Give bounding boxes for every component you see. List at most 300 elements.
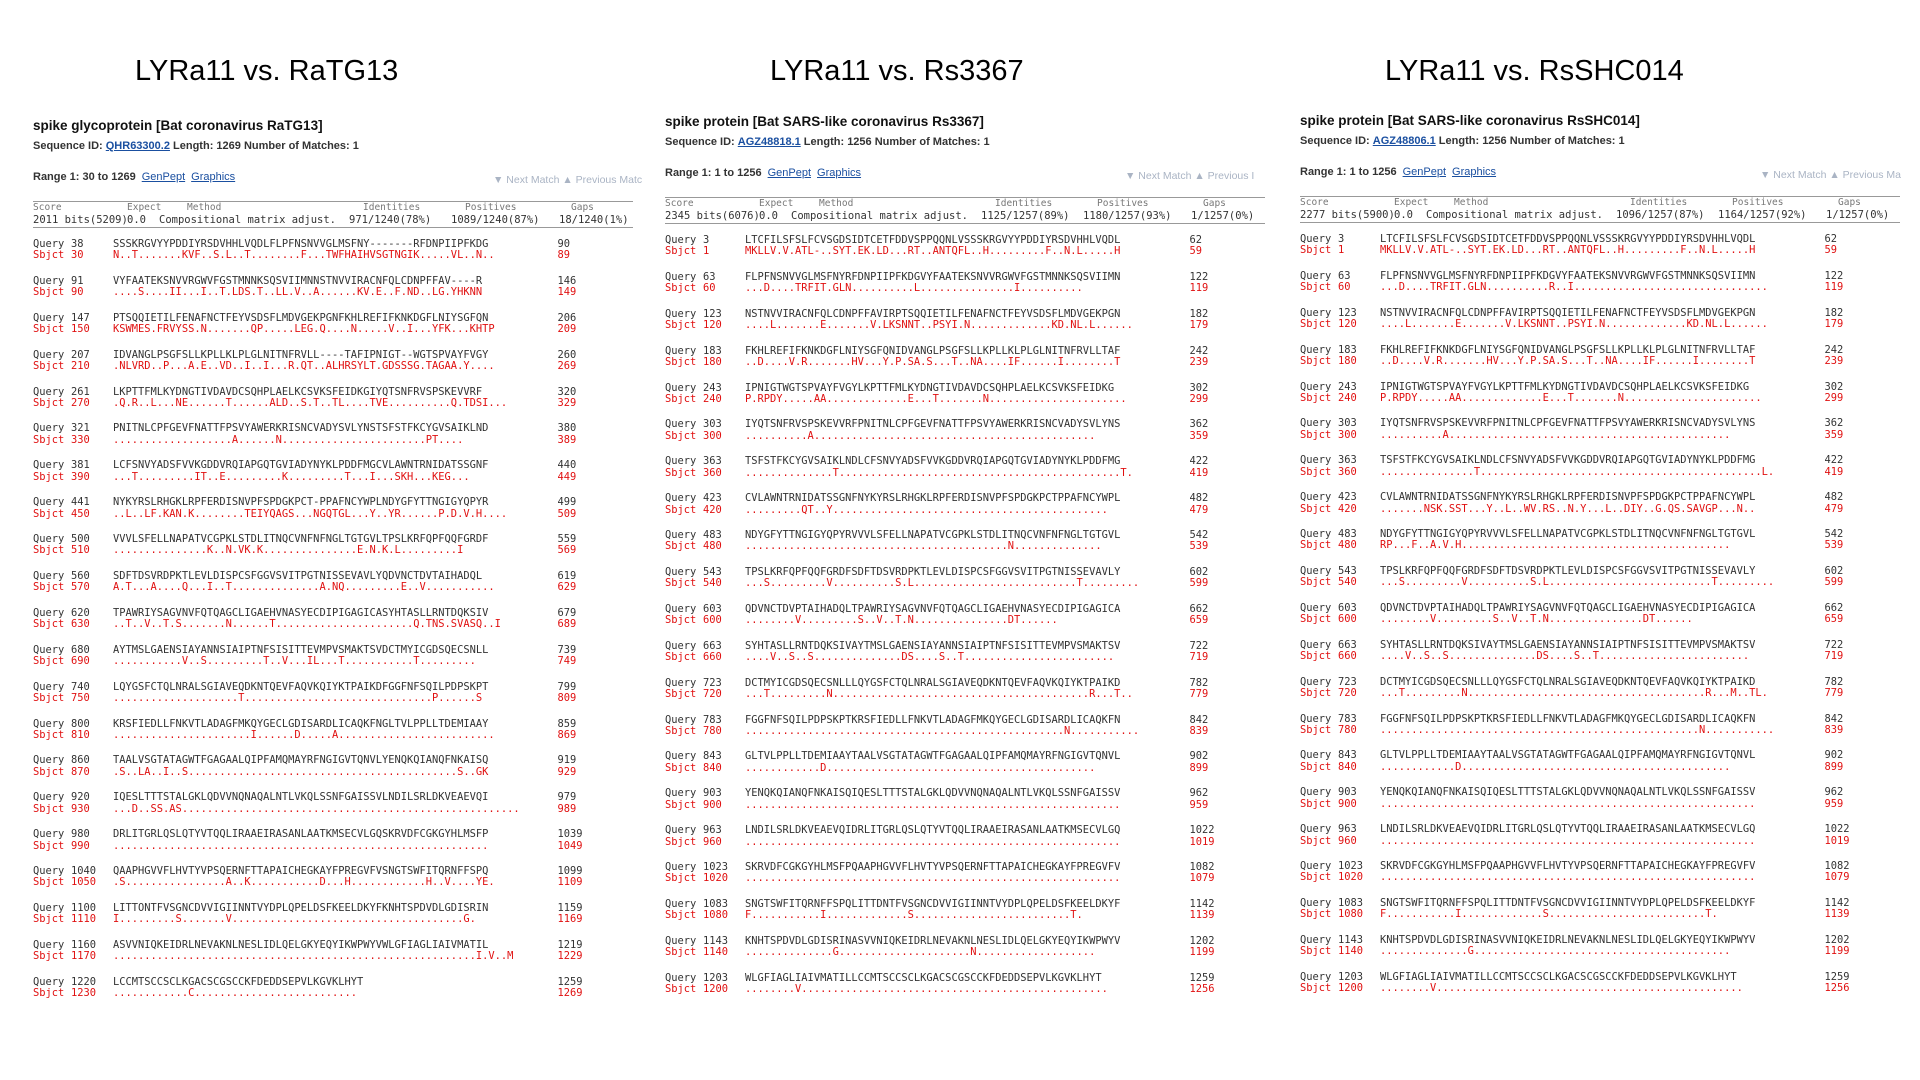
stats-header-gaps: Gaps: [1838, 197, 1861, 208]
alignment-block: [665, 272, 1215, 295]
subject-sequence: .Q.R..L...NE......T......ALD..S.T..TL....TVE..........Q.TDSI...: [113, 397, 508, 409]
subject-row: [33, 250, 583, 261]
subject-start: 360: [1338, 465, 1357, 478]
query-sequence: FLPFNSNVVGLMSFNYRFDNPIIPFKDGVYFAATEKSNVVRGWVFGSTMNNKSQSVIIMN: [745, 271, 1121, 283]
query-sequence: VYFAATEKSNVVRGWVFGSTMNNKSQSVIIMNNSTNVVIRACNFQLCDNPFFAV----R: [113, 275, 483, 287]
alignment-block: [1300, 861, 1850, 884]
subject-row: [1300, 356, 1850, 367]
query-label: Query: [665, 713, 697, 726]
subject-row: [665, 837, 1215, 848]
query-label: Query: [33, 717, 65, 730]
match-nav: [1760, 169, 1901, 181]
subject-row: [665, 910, 1215, 921]
subject-row: [33, 361, 583, 372]
query-start: 207: [71, 348, 90, 361]
subject-sequence: ..L..LF.KAN.K........TEIYQAGS...NGQTGL...Y..YR......P.D.V.H....: [113, 508, 508, 520]
query-start: 500: [71, 533, 90, 546]
query-row: [33, 534, 583, 545]
alignment-block: [33, 350, 583, 373]
subject-label: Sbjct: [33, 286, 65, 299]
subject-end: 179: [1189, 319, 1209, 332]
subject-row: [1300, 577, 1850, 588]
stats-method: Compositional matrix adjust.: [1426, 209, 1604, 221]
query-start: 483: [1338, 528, 1357, 541]
previous-match-link[interactable]: ▲ Previous Ma: [1829, 169, 1902, 181]
query-label: Query: [665, 602, 697, 615]
graphics-link[interactable]: Graphics: [1452, 166, 1497, 178]
alignment-block: [33, 792, 583, 815]
subject-sequence: ............................................................: [745, 836, 1121, 848]
query-start: 1100: [71, 902, 97, 915]
stats-identities: 1125/1257(89%): [981, 210, 1070, 222]
query-sequence: FGGFNFSQILPDPSKPTKRSFIEDLLFNKVTLADAGFMKQYGECLGDISARDLICAQKFN: [1380, 713, 1756, 725]
query-start: 1143: [1338, 933, 1364, 946]
subject-sequence: MKLLV.V.ATL-..SYT.EK.LD...RT..ANTQFL..H.........F..N.L.....H: [1380, 245, 1756, 257]
subject-sequence: ...............K..N.VK.K...............E.N.K.L.........I: [113, 545, 464, 557]
seqid-link[interactable]: AGZ48818.1: [737, 136, 801, 148]
subject-row: [665, 431, 1215, 442]
query-sequence: IYQTSNFRVSPSKEVVRFPNITNLCPFGEVFNATTFPSVYAWERKRISNCVADYSVLYNS: [1380, 418, 1756, 430]
subject-sequence: ..........A.............................................: [1380, 429, 1731, 441]
alignment-block: [1300, 898, 1850, 921]
subject-sequence: ....V..S..S..............DS....S..T........................: [1380, 651, 1750, 663]
subject-row: [1300, 946, 1850, 957]
query-end: 320: [557, 385, 577, 398]
query-label: Query: [1300, 380, 1332, 393]
query-end: 482: [1189, 492, 1209, 505]
subject-row: [33, 619, 583, 630]
query-label: Query: [665, 492, 697, 505]
subject-start: 780: [1338, 723, 1357, 736]
subject-label: Sbjct: [1300, 539, 1332, 552]
query-row: [33, 276, 583, 287]
subject-end: 719: [1189, 651, 1209, 664]
query-end: 1082: [1824, 860, 1850, 873]
query-label: Query: [33, 496, 65, 509]
subject-sequence: ....................T..............................P......S: [113, 692, 483, 704]
matches-label: Number of Matches:: [243, 140, 350, 152]
query-sequence: GLTVLPPLLTDEMIAAYTAALVSGTATAGWTFGAGAALQIPFAMQMAYRFNGIGVTQNVL: [1380, 750, 1756, 762]
subject-label: Sbjct: [1300, 428, 1332, 441]
stats-header-positives: Positives: [465, 202, 517, 213]
alignment-block: [665, 604, 1215, 627]
query-end: 1259: [557, 975, 583, 988]
query-start: 980: [71, 828, 90, 841]
query-sequence: VVVLSFELLNAPATVCGPKLSTDLITNQCVNFNFNGLTGTGVLTPSLKRFQPFQQFGRDF: [113, 534, 489, 546]
query-label: Query: [33, 865, 65, 878]
alignment-block: [33, 977, 583, 1000]
subject-end: 419: [1189, 466, 1209, 479]
subject-sequence: F...........I.............S.........................T.: [1380, 909, 1718, 921]
query-label: Query: [665, 529, 697, 542]
query-start: 123: [703, 307, 722, 320]
previous-match-link[interactable]: ▲ Previous Matc: [562, 174, 643, 186]
subject-start: 240: [1338, 391, 1357, 404]
subject-sequence: F...........I.............S.........................T.: [745, 910, 1083, 922]
query-sequence: SDFTDSVRDPKTLEVLDISPCSFGGVSVITPGTNISSEVAVLYQDVNCTDVTAIHADQL: [113, 571, 483, 583]
subject-end: 899: [1824, 760, 1844, 773]
query-sequence: CVLAWNTRNIDATSSGNFNYKYRSLRHGKLRPFERDISNVPFSPDGKPCTPPAFNCYWPL: [745, 493, 1121, 505]
graphics-link[interactable]: Graphics: [191, 171, 236, 183]
query-row: [1300, 787, 1850, 798]
subject-sequence: ...T.........N......................................R...M..TL.: [1380, 687, 1768, 699]
subject-start: 90: [71, 286, 84, 299]
subject-row: [665, 652, 1215, 663]
subject-row: [1300, 983, 1850, 994]
genpept-link[interactable]: GenPept: [141, 171, 186, 183]
alignment-block: [665, 862, 1215, 885]
subject-start: 660: [703, 651, 722, 664]
query-label: Query: [33, 643, 65, 656]
subject-row: [33, 398, 583, 409]
subject-sequence: ........V.........S..V..T.N...............DT......: [1380, 614, 1693, 626]
previous-match-link[interactable]: ▲ Previous I: [1194, 170, 1255, 182]
query-start: 381: [71, 459, 90, 472]
query-label: Query: [1300, 860, 1332, 873]
subject-sequence: ...S.........V..........S.L..........................T.........: [745, 578, 1140, 590]
next-match-link[interactable]: ▼ Next Match: [493, 174, 560, 186]
subject-sequence: ............D...........................................: [745, 762, 1096, 774]
alignment-block: [1300, 566, 1850, 589]
query-start: 1143: [703, 934, 729, 947]
subject-sequence: ...D....TRFIT.GLN..........L...............I..........: [745, 283, 1083, 295]
subject-sequence: ....L.......E.......V.LKSNNT..PSYI.N.............KD.NL.L......: [1380, 319, 1768, 331]
subject-sequence: ..............G.........................................: [1380, 946, 1731, 958]
query-sequence: NYKYRSLRHGKLRPFERDISNVPFSPDGKPCT-PPAFNCYWPLNDYGFYTTNGIGYQPYR: [113, 497, 489, 509]
query-row: [33, 350, 583, 361]
subject-end: 119: [1189, 282, 1209, 295]
genpept-link[interactable]: GenPept: [1402, 166, 1447, 178]
subject-label: Sbjct: [33, 728, 65, 741]
subject-row: [33, 988, 583, 999]
query-start: 543: [703, 566, 722, 579]
query-end: 1022: [1189, 824, 1215, 837]
subject-end: 839: [1824, 723, 1844, 736]
subject-sequence: ...................................................N...........: [1380, 724, 1775, 736]
query-row: [1300, 898, 1850, 909]
subject-end: 779: [1189, 687, 1209, 700]
subject-sequence: .........QT..Y............................................: [745, 504, 1108, 516]
query-end: 182: [1824, 306, 1844, 319]
query-end: 842: [1189, 713, 1209, 726]
subject-sequence: ....S....II...I..T.LDS.T..LL.V..A......KV.E..F.ND..LG.YHKNN: [113, 287, 483, 299]
query-row: [33, 645, 583, 656]
subject-label: Sbjct: [665, 355, 697, 368]
comparison-title: LYRa11 vs. RsSHC014: [1385, 55, 1684, 87]
stats-divider: [665, 223, 1265, 224]
query-sequence: LNDILSRLDKVEAEVQIDRLITGRLQSLQTYVTQQLIRAAEIRASANLAATKMSECVLGQ: [1380, 824, 1756, 836]
subject-row: [1300, 430, 1850, 441]
query-row: [1300, 529, 1850, 540]
alignment-blocks: [33, 239, 583, 1014]
subject-label: Sbjct: [1300, 244, 1332, 257]
query-label: Query: [665, 344, 697, 357]
subject-row: [665, 246, 1215, 257]
query-row: [665, 383, 1215, 394]
subject-sequence: KSWMES.FRVYSS.N.......QP.....LEG.Q....N.....V..I...YFK...KHTP: [113, 324, 495, 336]
comparison-title: LYRa11 vs. RaTG13: [135, 55, 399, 87]
subject-end: 839: [1189, 724, 1209, 737]
subject-start: 1: [703, 245, 710, 258]
subject-start: 780: [703, 724, 722, 737]
next-match-link[interactable]: ▼ Next Match: [1125, 170, 1192, 182]
subject-row: [1300, 467, 1850, 478]
query-label: Query: [33, 422, 65, 435]
subject-start: 120: [703, 319, 722, 332]
query-sequence: IPNIGTWGTSPVAYFVGYLKPTTFMLKYDNGTIVDAVDCSQHPLAELKCSVKSFEIDKG: [1380, 381, 1750, 393]
stats-method: Compositional matrix adjust.: [159, 214, 337, 226]
query-end: 782: [1824, 675, 1844, 688]
subject-label: Sbjct: [665, 614, 697, 627]
query-sequence: SNGTSWFITQRNFFSPQLITTDNTFVSGNCDVVIGIINNTVYDPLQPELDSFKEELDKYF: [1380, 898, 1756, 910]
query-row: [665, 419, 1215, 430]
subject-label: Sbjct: [1300, 723, 1332, 736]
query-row: [665, 899, 1215, 910]
subject-sequence: ....L.......E.......V.LKSNNT..PSYI.N.............KD.NL.L......: [745, 320, 1133, 332]
alignment-block: [665, 309, 1215, 332]
query-label: Query: [33, 902, 65, 915]
subject-label: Sbjct: [33, 618, 65, 631]
subject-label: Sbjct: [33, 839, 65, 852]
subject-row: [1300, 725, 1850, 736]
query-label: Query: [1300, 528, 1332, 541]
stats-header-row: [33, 202, 633, 214]
subject-sequence: ............................................................: [1380, 835, 1756, 847]
stats-expect: 0.0: [127, 214, 146, 226]
subject-row: [665, 689, 1215, 700]
subject-start: 960: [703, 835, 722, 848]
query-start: 1160: [71, 938, 97, 951]
subject-start: 1200: [703, 983, 729, 996]
subject-end: 1049: [557, 839, 583, 852]
graphics-link[interactable]: Graphics: [817, 167, 862, 179]
subject-row: [665, 763, 1215, 774]
subject-start: 180: [703, 355, 722, 368]
subject-row: [1300, 540, 1850, 551]
stats-header-row: [1300, 197, 1900, 209]
subject-label: Sbjct: [1300, 613, 1332, 626]
stats-gaps: 1/1257(0%): [1191, 210, 1255, 222]
alignment-block: [33, 940, 583, 963]
subject-sequence: ..........A.............................................: [745, 430, 1096, 442]
subject-start: 600: [703, 614, 722, 627]
subject-start: 60: [1338, 281, 1351, 294]
subject-end: 869: [557, 728, 577, 741]
query-sequence: ASVVNIQKEIDRLNEVAKNLNESLIDLQELGKYEQYIKWPWYVWLGFIAGLIAIVMATIL: [113, 939, 489, 951]
subject-sequence: ............................................................: [113, 840, 489, 852]
query-sequence: SYHTASLLRNTDQKSIVAYTMSLGAENSIAYANNSIAIPTNFSISITTEVMPVSMAKTSV: [1380, 639, 1756, 651]
query-row: [665, 346, 1215, 357]
subject-end: 899: [1189, 761, 1209, 774]
query-label: Query: [665, 234, 697, 246]
subject-sequence: ........V.........S..V..T.N...............DT......: [745, 615, 1058, 627]
query-label: Query: [33, 385, 65, 398]
subject-label: Sbjct: [665, 282, 697, 295]
genpept-link[interactable]: GenPept: [767, 167, 812, 179]
query-label: Query: [1300, 970, 1332, 983]
subject-row: [665, 468, 1215, 479]
subject-end: 989: [557, 802, 577, 815]
seqid-label: Sequence ID:: [1300, 135, 1370, 147]
query-start: 663: [703, 639, 722, 652]
subject-label: Sbjct: [665, 687, 697, 700]
subject-end: 1199: [1824, 945, 1850, 958]
subject-row: [33, 951, 583, 962]
query-end: 1099: [557, 865, 583, 878]
query-sequence: YENQKQIANQFNKAISQIQESLTTTSTALGKLQDVVNQNAQALNTLVKQLSSNFGAISSV: [1380, 787, 1756, 799]
subject-end: 449: [557, 470, 577, 483]
subject-start: 390: [71, 470, 90, 483]
subject-sequence: ...............T.............................................L.: [1380, 466, 1775, 478]
subject-start: 810: [71, 728, 90, 741]
stats-score: 2011 bits(5209): [33, 214, 128, 226]
subject-start: 1140: [1338, 945, 1364, 958]
subject-row: [33, 730, 583, 741]
subject-label: Sbjct: [665, 429, 697, 442]
subject-end: 1256: [1824, 982, 1850, 995]
query-sequence: FKHLREFIFKNKDGFLNIYSGFQNIDVANGLPSGFSLLKPLLKLPLGLNITNFRVLLTAF: [745, 345, 1121, 357]
query-row: [33, 903, 583, 914]
seqid-link[interactable]: QHR63300.2: [105, 140, 170, 152]
query-sequence: SNGTSWFITQRNFFSPQLITTDNTFVSGNCDVVIGIINNTVYDPLQPELDSFKEELDKYF: [745, 899, 1121, 911]
subject-end: 1256: [1189, 983, 1215, 996]
query-end: 722: [1824, 638, 1844, 651]
query-start: 423: [1338, 491, 1357, 504]
query-end: 602: [1189, 566, 1209, 579]
query-end: 422: [1824, 454, 1844, 467]
stats-positives: 1089/1240(87%): [451, 214, 540, 226]
subject-label: Sbjct: [665, 245, 697, 258]
subject-label: Sbjct: [1300, 465, 1332, 478]
alignment-block: [665, 678, 1215, 701]
query-start: 183: [703, 344, 722, 357]
subject-start: 510: [71, 544, 90, 557]
subject-label: Sbjct: [665, 835, 697, 848]
subject-sequence: ..D....V.R.......HV...Y.P.SA.S...T..NA....IF......I........T: [1380, 355, 1756, 367]
query-row: [33, 866, 583, 877]
alignment-block: [665, 235, 1215, 258]
query-end: 1039: [557, 828, 583, 841]
subject-start: 300: [1338, 428, 1357, 441]
subject-label: Sbjct: [1300, 318, 1332, 331]
query-row: [665, 715, 1215, 726]
query-end: 962: [1824, 786, 1844, 799]
query-row: [665, 678, 1215, 689]
subject-end: 59: [1189, 245, 1203, 258]
subject-row: [33, 545, 583, 556]
subject-row: [1300, 688, 1850, 699]
query-start: 620: [71, 606, 90, 619]
query-sequence: LCFSNVYADSFVVKGDDVRQIAPGQTGVIADYNYKLPDDFMGCVLAWNTRNIDATSSGNF: [113, 460, 489, 472]
query-row: [1300, 308, 1850, 319]
subject-row: [665, 800, 1215, 811]
query-start: 483: [703, 529, 722, 542]
subject-start: 1080: [703, 909, 729, 922]
query-start: 920: [71, 791, 90, 804]
query-label: Query: [665, 898, 697, 911]
query-end: 260: [557, 348, 577, 361]
subject-row: [33, 287, 583, 298]
subject-end: 1139: [1824, 908, 1850, 921]
query-end: 1219: [557, 938, 583, 951]
query-row: [33, 755, 583, 766]
subject-end: 659: [1824, 613, 1844, 626]
stats-header-expect: Expect: [1394, 197, 1429, 208]
subject-end: 149: [557, 286, 577, 299]
query-sequence: SKRVDFCGKGYHLMSFPQAAPHGVVFLHVTYVPSQERNFTTAPAICHEGKAYFPREGVFV: [745, 862, 1121, 874]
subject-start: 420: [1338, 502, 1357, 515]
query-end: 559: [557, 533, 577, 546]
query-sequence: LKPTTFMLKYDNGTIVDAVDCSQHPLAELKCSVKSFEIDKGIYQTSNFRVSPSKEVVRF: [113, 386, 483, 398]
subject-end: 1269: [557, 987, 583, 1000]
subject-row: [665, 947, 1215, 958]
query-label: Query: [665, 824, 697, 837]
alignment-block: [33, 387, 583, 410]
alignment-block: [665, 641, 1215, 664]
subject-label: Sbjct: [33, 913, 65, 926]
query-start: 903: [703, 787, 722, 800]
query-sequence: IYQTSNFRVSPSKEVVRFPNITNLCPFGEVFNATTFPSVYAWERKRISNCVADYSVLYNS: [745, 419, 1121, 431]
stats-header-positives: Positives: [1732, 197, 1784, 208]
query-label: Query: [33, 570, 65, 583]
alignment-block: [1300, 529, 1850, 552]
query-label: Query: [1300, 233, 1332, 245]
seqid-link[interactable]: AGZ48806.1: [1372, 135, 1436, 147]
query-label: Query: [1300, 491, 1332, 504]
query-label: Query: [1300, 565, 1332, 578]
query-sequence: SSSKRGVYYPDDIYRSDVHHLVQDLFLPFNSNVVGLMSFNY-------RFDNPIIPFKDG: [113, 239, 489, 250]
query-start: 843: [703, 750, 722, 763]
query-start: 183: [1338, 343, 1357, 356]
query-start: 363: [1338, 454, 1357, 467]
subject-start: 1080: [1338, 908, 1364, 921]
query-row: [665, 973, 1215, 984]
stats-header-gaps: Gaps: [1203, 198, 1226, 209]
hit-title: spike glycoprotein [Bat coronavirus RaTG13]: [33, 118, 323, 133]
subject-row: [665, 984, 1215, 995]
query-end: 1202: [1189, 934, 1215, 947]
query-end: 662: [1189, 602, 1209, 615]
subject-row: [1300, 872, 1850, 883]
subject-row: [1300, 282, 1850, 293]
query-sequence: FKHLREFIFKNKDGFLNIYSGFQNIDVANGLPSGFSLLKPLLKLPLGLNITNFRVLLTAF: [1380, 344, 1756, 356]
query-end: 1142: [1824, 897, 1850, 910]
query-row: [33, 387, 583, 398]
subject-start: 900: [1338, 797, 1357, 810]
query-row: [665, 272, 1215, 283]
subject-end: 809: [557, 691, 577, 704]
subject-end: 269: [557, 359, 577, 372]
query-label: Query: [33, 348, 65, 361]
subject-start: 540: [703, 577, 722, 590]
query-label: Query: [1300, 712, 1332, 725]
subject-sequence: ...S.........V..........S.L..........................T.........: [1380, 577, 1775, 589]
subject-end: 779: [1824, 686, 1844, 699]
alignment-block: [665, 383, 1215, 406]
subject-sequence: P.RPDY.....AA.............E...T.......N......................: [1380, 392, 1762, 404]
subject-start: 30: [71, 249, 84, 262]
query-start: 783: [703, 713, 722, 726]
stats-divider: [1300, 222, 1900, 223]
subject-end: 929: [557, 765, 577, 778]
next-match-link[interactable]: ▼ Next Match: [1760, 169, 1827, 181]
subject-label: Sbjct: [33, 544, 65, 557]
query-sequence: SYHTASLLRNTDQKSIVAYTMSLGAENSIAYANNSIAIPTNFSISITTEVMPVSMAKTSV: [745, 640, 1121, 652]
query-row: [665, 456, 1215, 467]
stats-header-identities: Identities: [995, 198, 1053, 209]
query-sequence: WLGFIAGLIAIVMATILLCCMTSCCSCLKGACSCGSCCKFDEDDSEPVLKGVKLHYT: [1380, 971, 1737, 983]
subject-end: 239: [1824, 354, 1844, 367]
